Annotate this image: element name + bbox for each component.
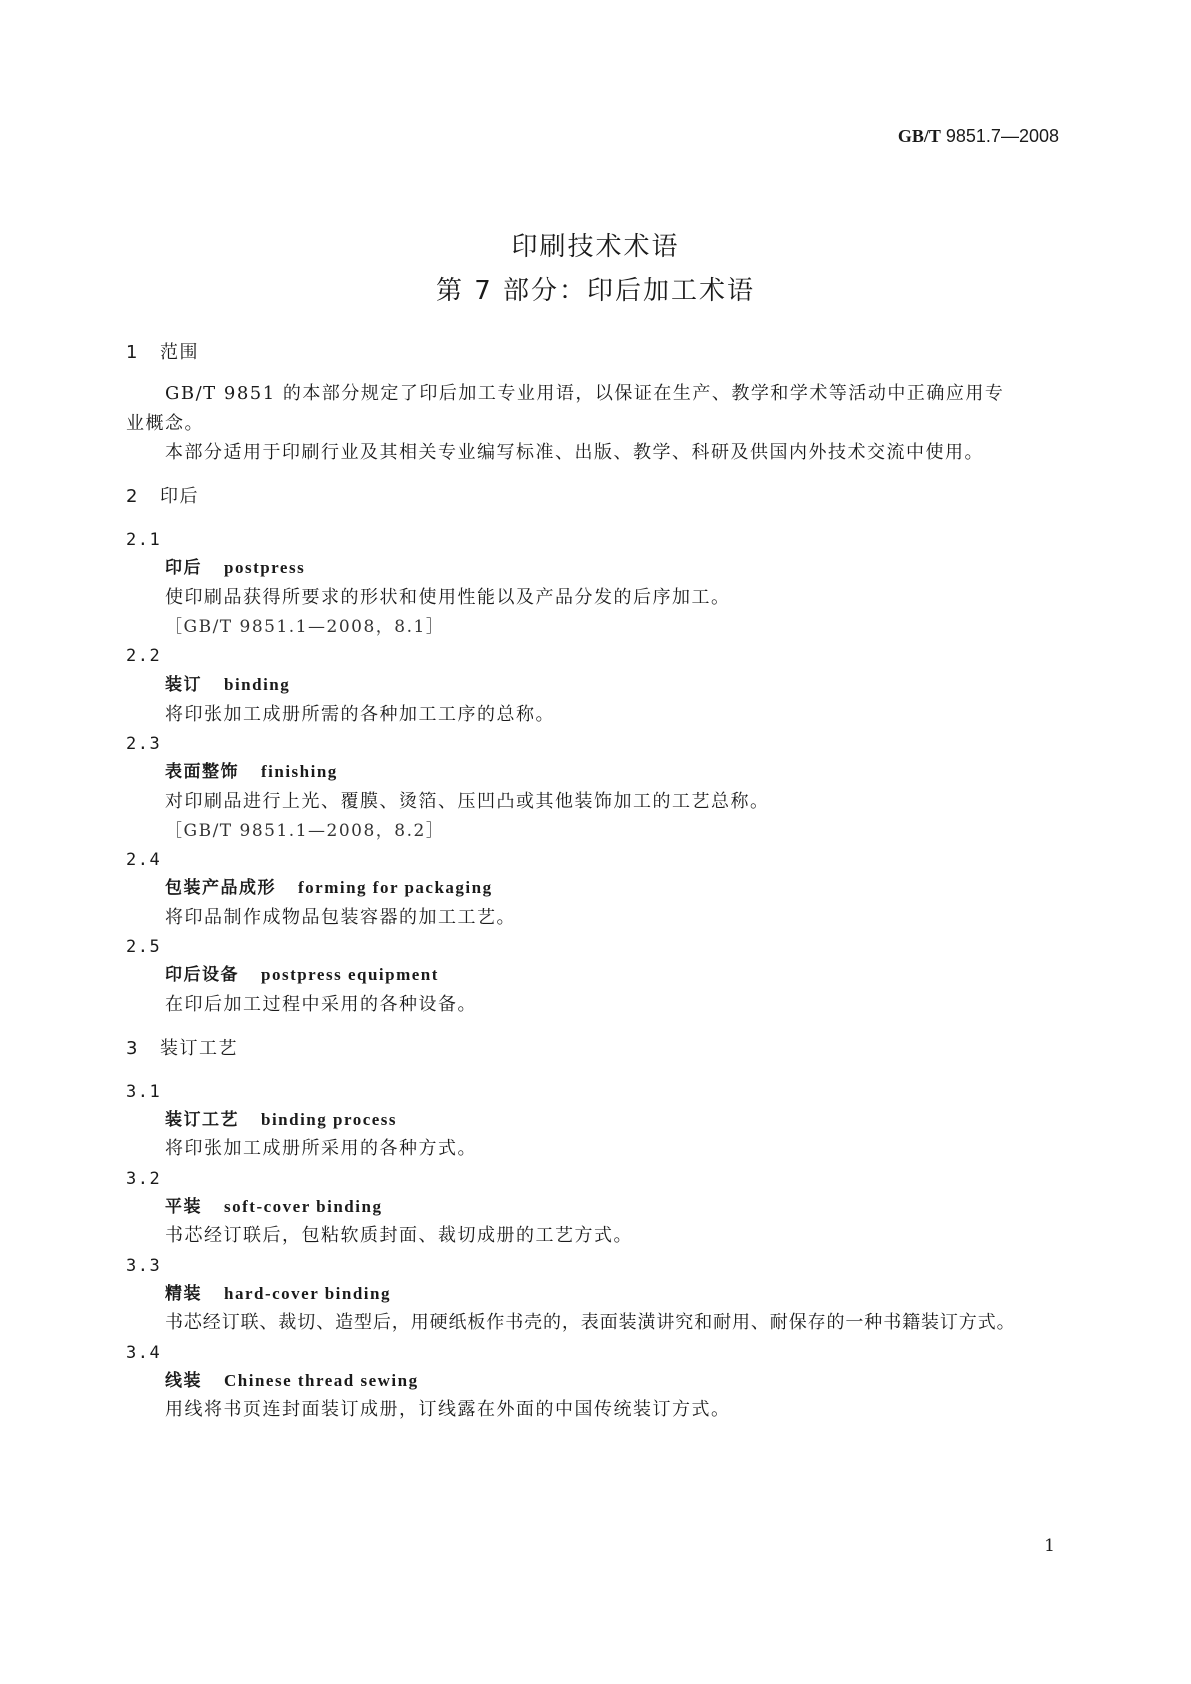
term-chinese: 平装	[165, 1197, 202, 1217]
section-title: 范围	[160, 342, 199, 363]
term-definition: 对印刷品进行上光、覆膜、烫箔、压凹凸或其他装饰加工的工艺总称。	[165, 791, 770, 812]
section-title: 装订工艺	[160, 1038, 238, 1059]
term-english: Chinese thread sewing	[224, 1371, 419, 1390]
term-definition: 将印品制作成物品包装容器的加工工艺。	[165, 907, 516, 928]
clause-number: 3.1	[126, 1082, 162, 1102]
document-subtitle: 第 7 部分：印后加工术语	[435, 276, 756, 306]
term-entry	[165, 1279, 391, 1309]
term-definition: 书芯经订联后，包粘软质封面、裁切成册的工艺方式。	[165, 1225, 633, 1246]
clause-number: 3.2	[126, 1169, 162, 1189]
term-english: forming for packaging	[298, 878, 493, 897]
term-chinese: 印后设备	[165, 965, 239, 985]
term-source: ［GB/T 9851.1—2008，8.2］	[165, 821, 445, 841]
term-english: binding process	[261, 1110, 398, 1129]
term-chinese: 线装	[165, 1371, 202, 1391]
term-definition: 书芯经订联、裁切、造型后，用硬纸板作书壳的，表面装潢讲究和耐用、耐保存的一种书籍装订方式。	[165, 1312, 1016, 1333]
term-entry	[165, 873, 493, 903]
term-chinese: 装订工艺	[165, 1110, 239, 1130]
term-chinese: 印后	[165, 558, 202, 578]
section-heading-3	[126, 1034, 238, 1064]
term-entry	[165, 553, 305, 583]
term-entry	[165, 1192, 382, 1222]
term-entry	[165, 1366, 419, 1396]
term-chinese: 装订	[165, 675, 202, 695]
paragraph: 本部分适用于印刷行业及其相关专业编写标准、出版、教学、科研及供国内外技术交流中使用。	[165, 442, 984, 463]
term-english: postpress	[224, 558, 306, 577]
clause-number: 2.5	[126, 937, 162, 957]
clause-number: 3.4	[126, 1343, 162, 1363]
clause-number: 2.3	[126, 734, 162, 754]
term-chinese: 包装产品成形	[165, 878, 276, 898]
page-number: 1	[1044, 1536, 1055, 1556]
term-entry	[165, 757, 338, 787]
section-title: 印后	[160, 486, 199, 507]
term-english: postpress equipment	[261, 965, 439, 984]
document-title: 印刷技术术语	[511, 232, 680, 262]
term-english: finishing	[261, 762, 338, 781]
term-chinese: 精装	[165, 1284, 202, 1304]
clause-number: 2.1	[126, 530, 162, 550]
standard-prefix: GB/T	[897, 126, 941, 146]
paragraph: GB/T 9851 的本部分规定了印后加工专业用语，以保证在生产、教学和学术等活动中正确应用专	[165, 383, 1005, 404]
term-definition: 在印后加工过程中采用的各种设备。	[165, 994, 477, 1015]
section-heading-1	[126, 338, 199, 368]
standard-number	[898, 126, 1059, 147]
term-definition: 用线将书页连封面装订成册，订线露在外面的中国传统装订方式。	[165, 1399, 731, 1420]
clause-number: 2.4	[126, 850, 162, 870]
clause-number: 2.2	[126, 646, 162, 666]
standard-code: 9851.7—2008	[945, 126, 1059, 146]
section-number: 2	[126, 486, 139, 507]
clause-number: 3.3	[126, 1256, 162, 1276]
term-definition: 将印张加工成册所采用的各种方式。	[165, 1138, 477, 1159]
section-number: 3	[126, 1038, 139, 1059]
term-definition: 将印张加工成册所需的各种加工工序的总称。	[165, 704, 555, 725]
paragraph-continued: 业概念。	[126, 413, 204, 434]
term-definition: 使印刷品获得所要求的形状和使用性能以及产品分发的后序加工。	[165, 587, 731, 608]
term-entry	[165, 1105, 397, 1135]
section-number: 1	[126, 342, 139, 363]
term-english: binding	[224, 675, 291, 694]
term-entry	[165, 960, 439, 990]
term-english: hard-cover binding	[224, 1284, 391, 1303]
term-entry	[165, 670, 290, 700]
section-heading-2	[126, 482, 199, 512]
term-chinese: 表面整饰	[165, 762, 239, 782]
term-english: soft-cover binding	[224, 1197, 383, 1216]
term-source: ［GB/T 9851.1—2008，8.1］	[165, 617, 445, 637]
